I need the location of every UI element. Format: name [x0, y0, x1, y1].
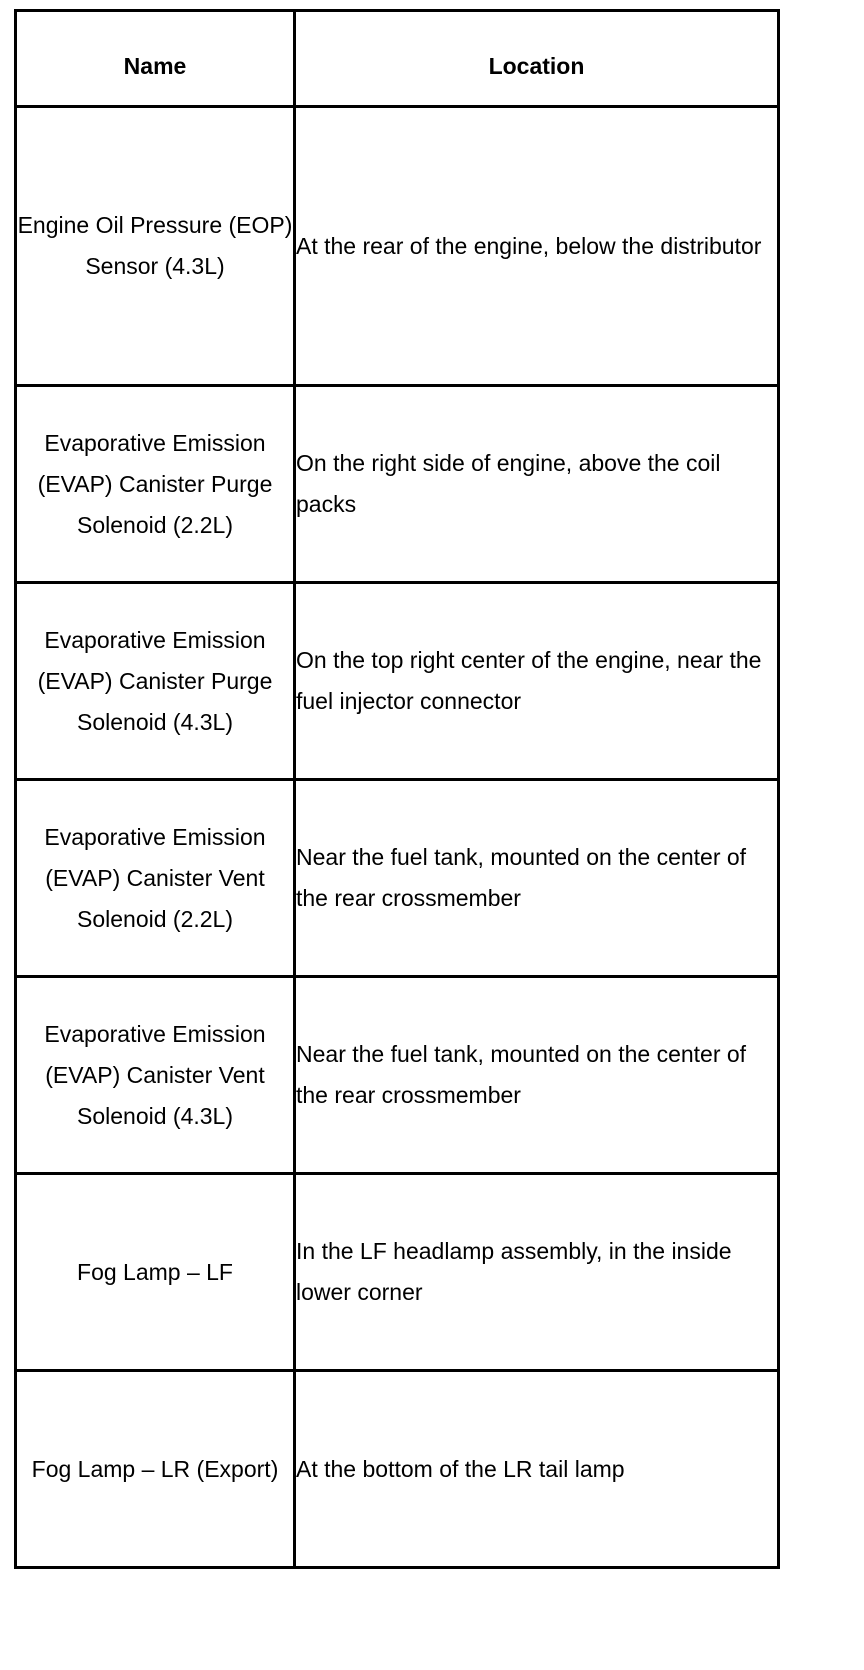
- column-header-name: Name: [16, 11, 295, 107]
- component-name: Engine Oil Pressure (EOP) Sensor (4.3L): [17, 212, 293, 280]
- location-cell: [295, 977, 779, 1174]
- column-header-location: Location: [295, 11, 779, 107]
- table-row: [16, 780, 779, 977]
- table-row: [16, 583, 779, 780]
- component-name: Evaporative Emission (EVAP) Canister Purge Solenoid (4.3L): [37, 626, 273, 735]
- component-name: Evaporative Emission (EVAP) Canister Purge Solenoid (2.2L): [37, 429, 273, 538]
- component-location: At the bottom of the LR tail lamp: [296, 1455, 625, 1482]
- table-row: [16, 977, 779, 1174]
- component-location: On the top right center of the engine, near the fuel injector connector: [296, 647, 762, 715]
- location-cell: [295, 107, 779, 386]
- table-row: [16, 386, 779, 583]
- location-cell: [295, 780, 779, 977]
- name-cell: [16, 107, 295, 386]
- component-location: In the LF headlamp assembly, in the inside lower corner: [296, 1238, 732, 1306]
- component-name: Fog Lamp – LF: [77, 1258, 233, 1285]
- component-location-table: [14, 9, 780, 1569]
- location-cell: [295, 583, 779, 780]
- table-header-row: [16, 11, 779, 107]
- name-cell: [16, 1174, 295, 1371]
- name-cell: [16, 780, 295, 977]
- name-cell: [16, 977, 295, 1174]
- component-location: At the rear of the engine, below the distributor: [296, 232, 762, 259]
- table-row: [16, 107, 779, 386]
- component-location: Near the fuel tank, mounted on the center of the rear crossmember: [296, 1041, 747, 1109]
- name-cell: [16, 1371, 295, 1568]
- location-cell: [295, 1371, 779, 1568]
- component-location: Near the fuel tank, mounted on the center of the rear crossmember: [296, 844, 747, 912]
- component-location: On the right side of engine, above the coil packs: [296, 450, 721, 518]
- location-cell: [295, 1174, 779, 1371]
- name-cell: [16, 386, 295, 583]
- table-row: [16, 1371, 779, 1568]
- name-cell: [16, 583, 295, 780]
- component-name: Evaporative Emission (EVAP) Canister Vent Solenoid (2.2L): [44, 823, 266, 932]
- location-cell: [295, 386, 779, 583]
- component-name: Evaporative Emission (EVAP) Canister Vent Solenoid (4.3L): [44, 1020, 266, 1129]
- table-row: [16, 1174, 779, 1371]
- component-name: Fog Lamp – LR (Export): [31, 1455, 279, 1482]
